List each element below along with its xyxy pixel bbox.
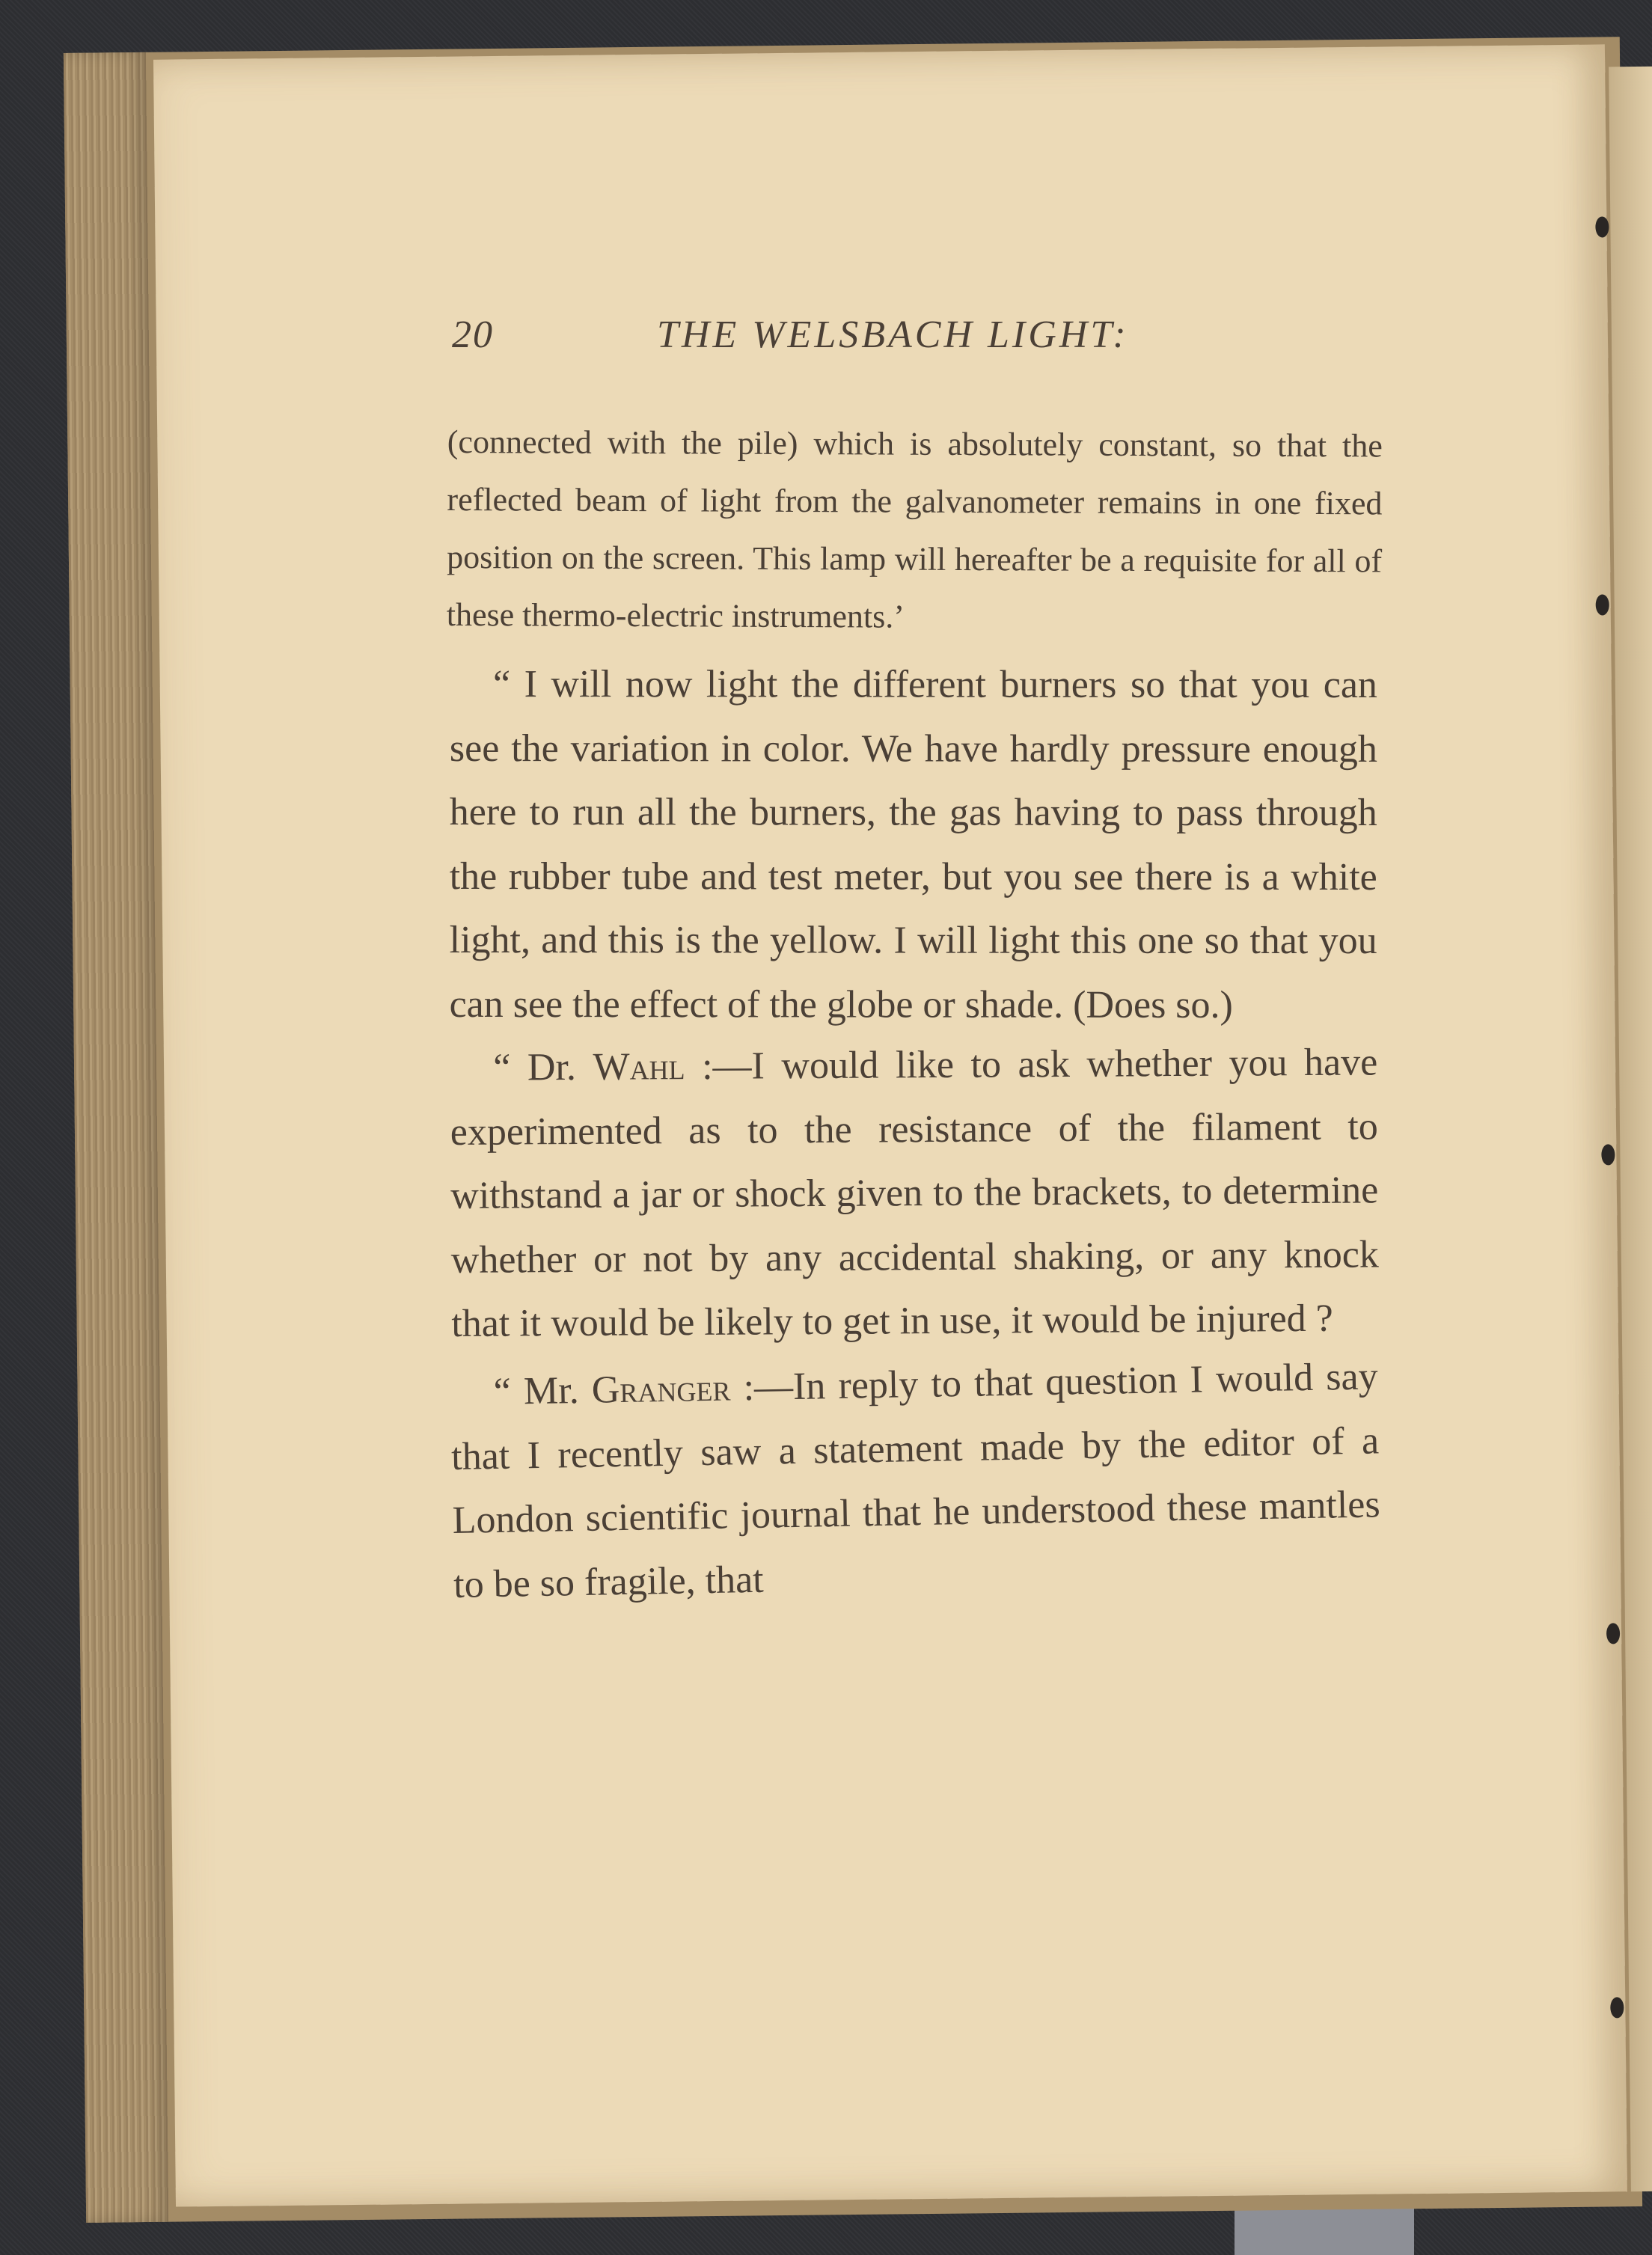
binding-thread-dot — [1595, 216, 1609, 237]
quote-prefix: “ Mr. — [493, 1368, 593, 1413]
paragraph-burners: “ I will now light the different burners so that you can see the variation in color. We have hardly pressure enough here to run all the burners, the gas having to pass through the rubber tube and test meter, but you see there is a white light, and this is the yellow. I will light this one so that you can see the effect of the globe or shade. (Does so.) — [449, 663, 1377, 1026]
quote-prefix: “ Dr. — [493, 1045, 593, 1089]
running-title: THE WELSBACH LIGHT: — [657, 313, 1129, 356]
binding-thread-dot — [1610, 1997, 1624, 2018]
paragraph-dr-wahl — [450, 1030, 1380, 1356]
page-number: 20 — [452, 313, 494, 356]
binding-thread-dot — [1606, 1623, 1620, 1644]
page-content — [358, 305, 1394, 1617]
speaker-name: Wahl — [593, 1045, 685, 1089]
paragraph-text: :—I would like to ask whether you have experimented as to the resistance of the filament to withstand a jar or shock given to the brackets, to determine whether or not by any accidental shaking, or any knock that it would be likely to get in use, it would be injured ? — [450, 1041, 1379, 1345]
paragraph-mr-granger — [450, 1344, 1382, 1617]
paragraph-continuation: (connected with the pile) which is absolutely constant, so that the reflected beam of light from the galvanometer remains in one fixed position on the screen. This lamp will hereafter be a requisite for all of these thermo-electric instruments.’ — [446, 423, 1383, 635]
paragraph-text: :—In reply to that question I would say that I recently saw a statement made by the editor of a London scientific journal that he understood these mantles to be so fragile, that — [450, 1354, 1381, 1606]
speaker-name: Granger — [591, 1365, 731, 1412]
binding-thread-dot — [1596, 594, 1609, 615]
running-header — [358, 305, 1394, 365]
binding-thread-dot — [1601, 1144, 1615, 1165]
